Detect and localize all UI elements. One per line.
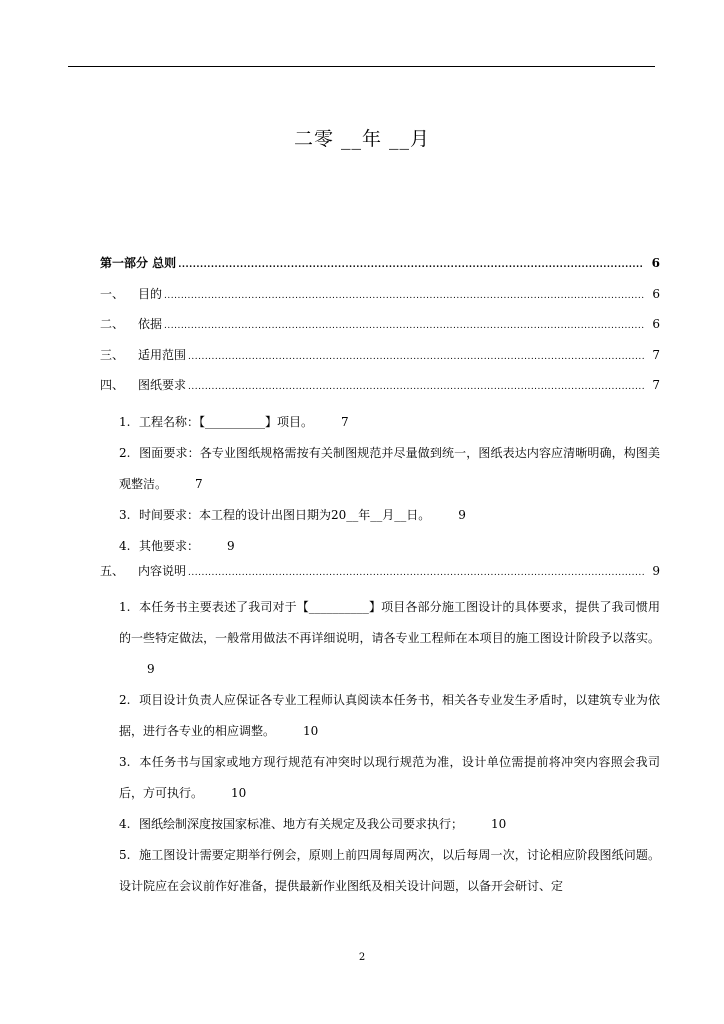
toc-leader-dots (164, 321, 644, 331)
toc-content-item-3[interactable] (100, 747, 660, 809)
toc-item-num: 4. (119, 817, 131, 831)
toc-section-3[interactable] (100, 346, 660, 377)
toc-drawing-item-1[interactable] (100, 407, 660, 438)
toc-part-1[interactable] (100, 254, 660, 285)
toc-page-number: 7 (652, 347, 660, 362)
toc-drawing-item-3[interactable] (100, 500, 660, 531)
toc-section-title: 目的 (138, 286, 163, 301)
toc-section-title: 内容说明 (138, 563, 187, 578)
toc-item-page: 9 (147, 662, 155, 676)
toc-leader-dots (188, 352, 644, 362)
toc-content-item-4[interactable] (100, 809, 660, 840)
toc-item-num: 4. (119, 538, 131, 553)
toc-item-page: 7 (341, 414, 349, 429)
toc-section-num: 二、 (100, 317, 125, 331)
toc-section-2[interactable] (100, 315, 660, 346)
toc-item-text: 施工图设计需要定期举行例会，原则上前四周每周两次，以后每周一次，讨论相应阶段图纸问题。设计院应在会议前作好准备，提供最新作业图纸及相关设计问题，以备开会研讨、定 (119, 848, 660, 893)
toc-item-text: 工程名称：【__________】项目。 (139, 414, 314, 429)
toc-section-title: 依据 (138, 317, 163, 331)
toc-item-text: 图面要求：各专业图纸规格需按有关制图规范并尽量做到统一，图纸表达内容应清晰明确，构图美观整洁。 (119, 445, 660, 491)
toc-leader-dots (164, 291, 644, 301)
toc-section-num: 四、 (100, 378, 125, 392)
toc-section-num: 五、 (100, 563, 125, 578)
toc-part-label: 第一部分 总则 (100, 256, 177, 270)
toc-item-page: 9 (458, 507, 466, 522)
toc-content-item-2[interactable] (100, 685, 660, 747)
toc-section-num: 三、 (100, 347, 125, 362)
header-rule (68, 66, 655, 67)
toc-leader-dots (178, 260, 644, 270)
toc-item-page: 10 (303, 724, 319, 738)
toc-leader-dots (188, 382, 644, 392)
toc-drawing-item-2[interactable] (100, 438, 660, 500)
toc-section-title: 图纸要求 (138, 378, 187, 392)
toc-item-page: 10 (491, 817, 507, 831)
toc-page-number: 6 (651, 256, 660, 270)
toc-page-number: 6 (652, 286, 660, 301)
toc-item-num: 5. (119, 848, 131, 862)
toc-item-page: 9 (227, 538, 235, 553)
toc-page-number: 6 (652, 317, 660, 331)
toc-item-page: 10 (231, 786, 247, 800)
toc-item-num: 3. (119, 507, 131, 522)
toc-item-num: 2. (119, 445, 131, 460)
toc-section-4[interactable] (100, 376, 660, 407)
toc-section-title: 适用范围 (138, 347, 187, 362)
toc-item-num: 1. (119, 414, 131, 429)
toc-item-text: 图纸绘制深度按国家标准、地方有关规定及我公司要求执行； (139, 817, 464, 831)
toc-item-num: 1. (119, 600, 131, 614)
toc-section-1[interactable] (100, 285, 660, 316)
document-date: 二零 __年 __月 (293, 128, 431, 150)
toc-page-number: 7 (652, 378, 660, 392)
toc-section-5[interactable] (100, 562, 660, 593)
toc-drawing-item-4[interactable] (100, 531, 660, 562)
toc-leader-dots (188, 568, 644, 578)
toc-item-num: 3. (119, 755, 131, 769)
toc-section-num: 一、 (100, 286, 125, 301)
toc-item-text: 时间要求：本工程的设计出图日期为20__年__月__日。 (139, 507, 431, 522)
toc-content-item-1[interactable] (100, 592, 660, 685)
toc-item-text: 本任务书与国家或地方现行规范有冲突时以现行规范为准，设计单位需提前将冲突内容照会我司后，方可执行。 (119, 755, 660, 800)
toc-item-text: 本任务书主要表述了我司对于【__________】项目各部分施工图设计的具体要求，提供了我司惯用的一些特定做法，一般常用做法不再详细说明，请各专业工程师在本项目的施工图设计阶段予以落实。 (119, 600, 660, 645)
toc-page-number: 9 (652, 563, 660, 578)
page-number: 2 (358, 952, 366, 963)
toc-item-text: 其他要求： (139, 538, 200, 553)
table-of-contents (100, 254, 660, 902)
toc-item-text: 项目设计负责人应保证各专业工程师认真阅读本任务书，相关各专业发生矛盾时，以建筑专业为依据，进行各专业的相应调整。 (119, 693, 660, 738)
toc-item-num: 2. (119, 693, 131, 707)
toc-content-item-5[interactable] (100, 840, 660, 902)
toc-item-page: 7 (195, 476, 203, 491)
